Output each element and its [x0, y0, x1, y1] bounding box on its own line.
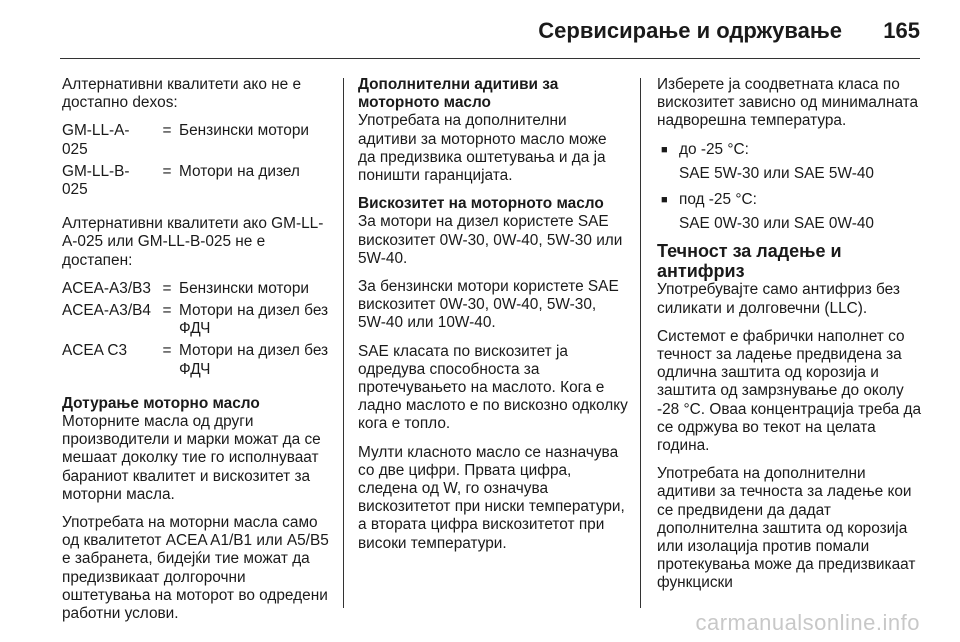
paragraph: SAE класата по вискозитет ја одредува способноста за протечувањето на маслото. Кога е ладно маслото е по вискозно одколку кога е топло. [358, 342, 628, 433]
list-item [661, 141, 927, 159]
column-divider-2 [640, 78, 641, 608]
equals-sign: = [162, 162, 172, 180]
paragraph: Употребата на дополнителни адитиви за моторното масло може да предизвика оштетувања и да ја поништи гаранцијата. [358, 112, 607, 185]
paragraph: Употребувајте само антифриз без силикати и долговечни (LLC). [657, 281, 900, 317]
bullet-detail: SAE 0W-30 или SAE 0W-40 [679, 215, 874, 233]
paragraph: Алтернативни квалитети ако GM-LL-A-025 или GM-LL-B-025 не е достапен: [62, 215, 324, 269]
page-header [0, 0, 960, 60]
section-heading: Дополнителни адитиви за моторното масло [358, 76, 559, 112]
table-row [62, 280, 332, 302]
column-divider-1 [343, 78, 344, 608]
section-heading: Вискозитет на моторното масло [358, 195, 604, 213]
black-square-bullet-icon: ■ [661, 194, 668, 207]
equals-sign: = [162, 302, 172, 320]
table-row [62, 122, 332, 162]
table-row [62, 342, 332, 382]
table-row [62, 302, 332, 342]
paragraph: Мулти класното масло се назначува со две цифри. Првата цифра, следена од W, го означува вискозитетот при ниски температури, а втората цифра вискозитетот при високи температури. [358, 443, 625, 552]
bullet-label: до -25 °C: [679, 140, 749, 158]
spec-description: Бензински мотори [179, 279, 310, 297]
spec-code: GM-LL-A-025 [62, 122, 130, 158]
section-heading: Дотурање моторно масло [62, 394, 260, 412]
paragraph: Употребата на дополнителни адитиви за течноста за ладење кои се предвидени да дадат дополнителна заштита од корозија или изолација против помали протекувања може да предизвикаат функциски [657, 465, 916, 592]
paragraph: Изберете ја соодветната класа по вискозитет зависно од минималната надворешна температура. [657, 76, 919, 130]
equals-sign: = [162, 122, 172, 140]
spec-description: Мотори на дизел без ФДЧ [179, 342, 329, 378]
paragraph: Системот е фабрички наполнет со течност за ладење предвидена за одлична заштита од корозија и заштита од замрзнување до околу -28 °C. Оваа концентрација треба да се одржува во текот на целата година. [657, 327, 922, 455]
spec-description: Бензински мотори [179, 122, 310, 140]
spec-code: ACEA-A3/B3 [62, 279, 151, 297]
spec-code: ACEA-A3/B4 [62, 302, 151, 320]
page-title: Сервисирање и одржување [538, 18, 842, 43]
list-item [661, 191, 927, 209]
spec-description: Мотори на дизел [179, 162, 300, 180]
bullet-detail: SAE 5W-30 или SAE 5W-40 [679, 164, 874, 182]
column-2 [358, 76, 628, 563]
column-1 [62, 76, 332, 633]
equals-sign: = [162, 342, 172, 360]
paragraph: За мотори на дизел користете SAE вискозитет 0W-30, 0W-40, 5W-30 или 5W-40. [358, 213, 623, 267]
paragraph: Моторните масла од други производители и марки можат да се мешаат доколку тие го исполнуваат бараниот квалитет и вискозитет за моторни масла. [62, 413, 321, 503]
spec-code: GM-LL-B-025 [62, 162, 130, 199]
oil-spec-table-1 [62, 122, 332, 203]
header-divider [60, 58, 920, 59]
spec-description: Мотори на дизел без ФДЧ [179, 302, 329, 338]
equals-sign: = [162, 279, 172, 297]
page-number: 165 [883, 18, 920, 43]
section-heading: Течност за ладење и антифриз [657, 241, 842, 282]
table-row [62, 163, 332, 203]
paragraph: За бензински мотори користете SAE вискозитет 0W-30, 0W-40, 5W-30, 5W-40 или 10W-40. [358, 278, 619, 332]
bullet-label: под -25 °C: [679, 191, 757, 209]
black-square-bullet-icon: ■ [661, 143, 668, 156]
spec-code: ACEA C3 [62, 342, 128, 360]
column-3 [657, 76, 927, 603]
paragraph: Алтернативни квалитети ако не е достапно dexos: [62, 76, 302, 112]
watermark: carmanualsonline.info [695, 610, 920, 635]
oil-spec-table-2 [62, 280, 332, 383]
paragraph: Употребата на моторни масла само од квалитетот ACEA A1/B1 или A5/B5 е забранета, бидејќи тие можат да предизвикаат долгорочни оштетувања на моторот во одредени работни услови. [62, 514, 329, 623]
